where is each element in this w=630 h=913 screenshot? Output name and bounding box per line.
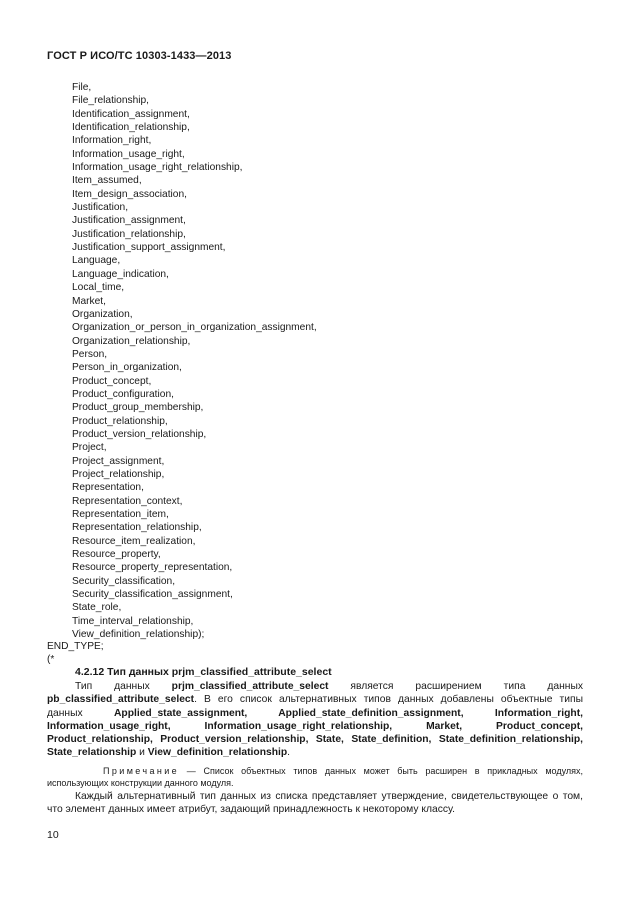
code-list-item: Item_design_association, [72, 188, 187, 200]
code-list-item: Organization, [72, 308, 133, 320]
code-list-item: Item_assumed, [72, 175, 142, 187]
code-list-item: Representation_relationship, [72, 522, 202, 534]
standard-header: ГОСТ Р ИСО/ТС 10303-1433—2013 [47, 50, 232, 62]
code-list-item: Information_usage_right, [72, 148, 185, 160]
code-list-item: View_definition_relationship); [72, 629, 205, 641]
comment-open-line: (* [47, 654, 55, 666]
code-list-item: Person_in_organization, [72, 362, 182, 374]
code-list-item: Resource_property, [72, 549, 161, 561]
page-number: 10 [47, 829, 59, 841]
code-list-item: Security_classification, [72, 575, 176, 587]
text-span: . В его список альтернативных типов данных добавлены объектные типы данных [47, 694, 583, 719]
code-list-item: Resource_property_representation, [72, 562, 233, 574]
end-type-line: END_TYPE; [47, 641, 104, 652]
text-span: и [136, 747, 148, 759]
code-list-item: Product_configuration, [72, 388, 174, 400]
code-list-item: Identification_assignment, [72, 108, 190, 120]
code-list-item: State_role, [72, 602, 122, 614]
paragraph-description [47, 680, 583, 760]
text-span: Каждый альтернативный тип данных из списка представляет утверждение, свидетельствующее о том, что элемент данных имеет атрибут, задающий принадлежность к некоторому классу. [47, 791, 583, 816]
code-list-item: Security_classification_assignment, [72, 589, 233, 601]
code-list-item: File_relationship, [72, 95, 150, 107]
code-list-item: Resource_item_realization, [72, 535, 196, 547]
code-list-item: Organization_or_person_in_organization_assignment, [72, 322, 317, 334]
entity-list: Applied_state_assignment, Applied_state_definition_assignment, Information_right, Information_usage_right, Information_usage_right_relationship, Market, Product_concept, Product_relationship, Product_version_relationship, State, State_definition, State_definition_relationship, State_relationship [47, 707, 583, 759]
code-list-item: Justification_relationship, [72, 228, 186, 240]
code-list-item: Time_interval_relationship, [72, 615, 194, 627]
code-list-item: Justification, [72, 202, 129, 214]
code-list-item: Market, [72, 295, 106, 307]
select-type-list [72, 81, 317, 641]
type-name: pb_classified_attribute_select [47, 694, 195, 706]
entity-name: View_definition_relationship [147, 747, 288, 759]
code-list-item: Project_assignment, [72, 455, 165, 467]
note-label: Примечание [103, 766, 180, 776]
paragraph-statement [47, 790, 583, 817]
type-name: prjm_classified_attribute_select [171, 681, 329, 692]
code-list-item: Local_time, [72, 282, 125, 294]
code-tail [47, 640, 104, 666]
code-list-item: File, [72, 82, 92, 93]
code-list-item: Organization_relationship, [72, 335, 191, 347]
section-heading: 4.2.12 Тип данных prjm_classified_attribute_select [75, 666, 332, 678]
code-list-item: Product_group_membership, [72, 402, 204, 414]
code-list-item: Justification_assignment, [72, 215, 186, 227]
text-span: . [287, 747, 291, 759]
code-list-item: Language, [72, 255, 121, 267]
code-list-item: Representation_context, [72, 495, 183, 507]
code-list-item: Representation_item, [72, 509, 169, 520]
code-list-item: Information_usage_right_relationship, [72, 162, 243, 174]
note-text: — Список объектных типов данных может быть расширен в прикладных модулях, использующих конструкции данного модуля. [47, 766, 583, 788]
code-list-item: Project, [72, 442, 107, 454]
code-list-item: Representation, [72, 482, 144, 494]
code-list-item: Identification_relationship, [72, 122, 190, 134]
note-block [47, 765, 583, 789]
text-span: является расширением типа данных [328, 681, 583, 692]
code-list-item: Person, [72, 348, 108, 360]
code-list-item: Product_concept, [72, 375, 152, 387]
code-list-item: Product_version_relationship, [72, 428, 207, 440]
code-list-item: Product_relationship, [72, 415, 168, 427]
code-list-item: Information_right, [72, 135, 152, 147]
text-span: Тип данных [75, 681, 172, 692]
code-list-item: Justification_support_assignment, [72, 242, 226, 254]
code-list-item: Language_indication, [72, 268, 169, 280]
code-list-item: Project_relationship, [72, 468, 165, 480]
